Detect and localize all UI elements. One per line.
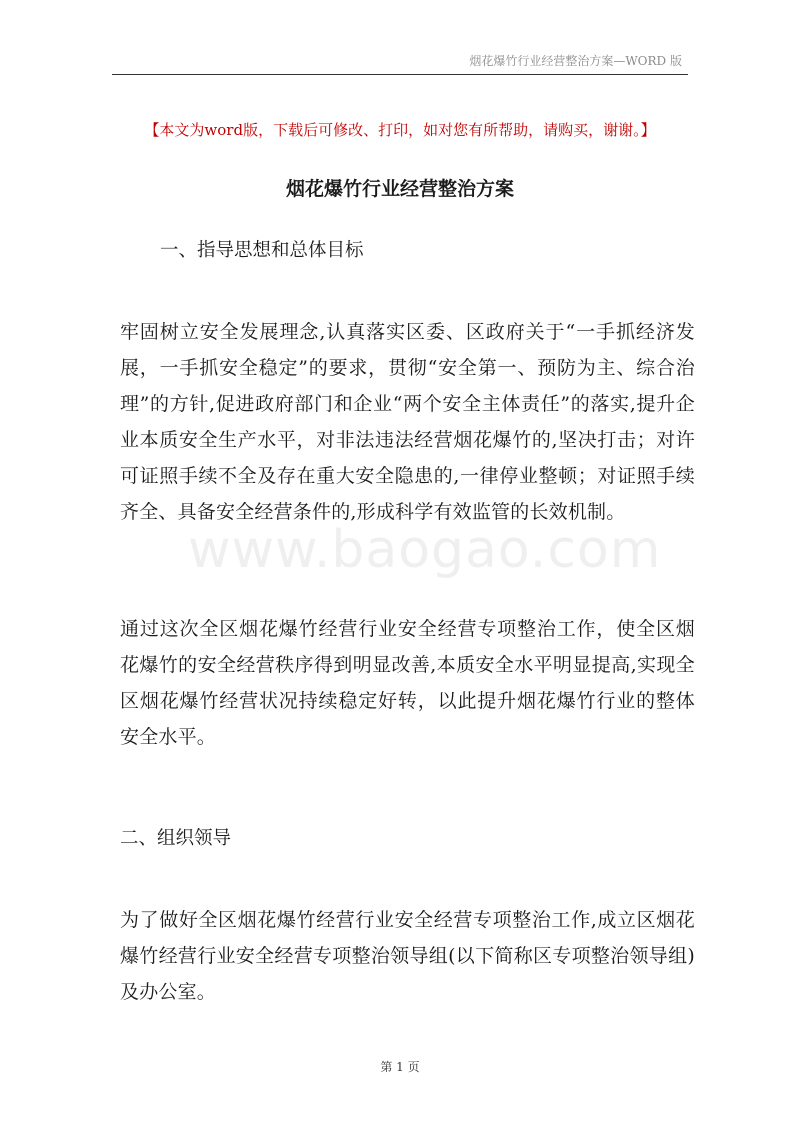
page-number: 第 1 页 [380, 1060, 420, 1074]
running-header: 烟花爆竹行业经营整治方案—WORD 版 [469, 54, 682, 68]
site-watermark: www.baogao.com [188, 520, 662, 580]
paragraph-objective: 通过这次全区烟花爆竹经营行业安全经营专项整治工作，使全区烟花爆竹的安全经营秩序得到明显改善,本质安全水平明显提高,实现全区烟花爆竹经营状况持续稳定好转，以此提升烟花爆竹行业的整体安全水平。 [120, 618, 695, 748]
paragraph-leadership: 为了做好全区烟花爆竹经营行业安全经营专项整治工作,成立区烟花爆竹经营行业安全经营专项整治领导组(以下简称区专项整治领导组)及办公室。 [120, 909, 695, 1003]
section-heading-1: 一、指导思想和总体目标 [160, 240, 364, 261]
section-heading-2: 二、组织领导 [120, 828, 232, 849]
paragraph-guiding-principle: 牢固树立安全发展理念,认真落实区委、区政府关于“一手抓经济发展，一手抓安全稳定”的要求，贯彻“安全第一、预防为主、综合治理”的方针,促进政府部门和企业“两个安全主体责任”的落实,提升企业本质安全生产水平，对非法违法经营烟花爆竹的,坚决打击；对许可证照手续不全及存在重大安全隐患的,一律停业整顿；对证照手续齐全、具备安全经营条件的,形成科学有效监管的长效机制。 [120, 321, 695, 523]
purchase-notice: 【本文为word版，下载后可修改、打印，如对您有所帮助，请购买，谢谢。】 [144, 121, 656, 139]
document-title: 烟花爆竹行业经营整治方案 [285, 178, 514, 200]
header-divider [112, 74, 688, 75]
